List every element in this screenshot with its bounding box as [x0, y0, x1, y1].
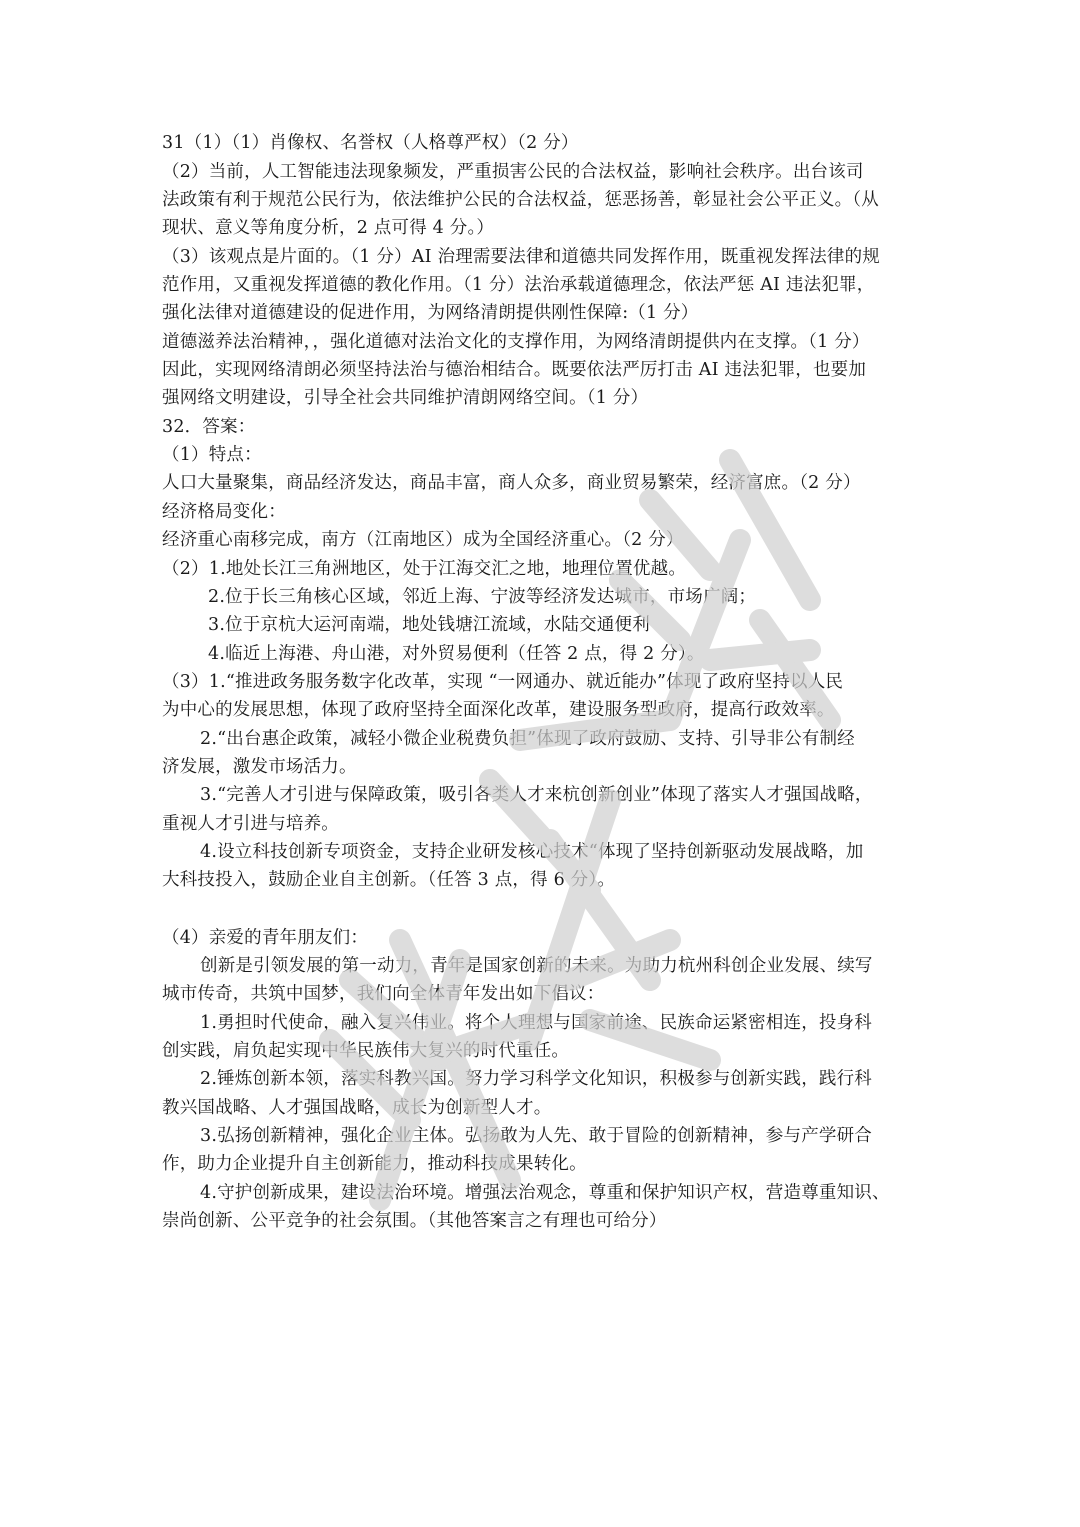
text-line: （3）1.“推进政务服务数字化改革，实现 “一网通办、就近能办”体现了政府坚持以人民 [162, 672, 844, 692]
text-line: 城市传奇，共筑中国梦，我们向全体青年发出如下倡议： [162, 984, 605, 1004]
text-line: 3.“完善人才引进与保障政策，吸引各类人才来杭创新创业”体现了落实人才强国战略， [200, 785, 873, 805]
text-line: （2）1.地处长江三角洲地区，处于江海交汇之地，地理位置优越。 [162, 559, 687, 579]
text-line: 31（1）（1）肖像权、名誉权（人格尊严权）（2 分） [162, 133, 579, 153]
text-line: 重视人才引进与培养。 [162, 814, 339, 834]
text-line: 济发展，激发市场活力。 [162, 757, 357, 777]
text-line: 为中心的发展思想，体现了政府坚持全面深化改革，建设服务型政府，提高行政效率。 [162, 700, 835, 720]
text-line: 强网络文明建设，引导全社会共同维护清朗网络空间。（1 分） [162, 388, 649, 408]
text-line: 4.设立科技创新专项资金，支持企业研发核心技术“体现了坚持创新驱动发展战略，加 [200, 842, 864, 862]
text-line: （1）特点： [162, 445, 262, 465]
text-line: 人口大量聚集，商品经济发达，商品丰富，商人众多，商业贸易繁荣，经济富庶。（2 分） [162, 473, 861, 493]
text-line: （4）亲爱的青年朋友们： [162, 928, 369, 948]
text-line: 法政策有利于规范公民行为，依法维护公民的合法权益，惩恶扬善，彰显社会公平正义。（从 [162, 190, 879, 210]
text-line: 4.守护创新成果，建设法治环境。增强法治观念，尊重和保护知识产权，营造尊重知识、 [200, 1183, 890, 1203]
text-line: 1.勇担时代使命，融入复兴伟业。将个人理想与国家前途、民族命运紧密相连，投身科 [200, 1013, 872, 1033]
text-line: 4.临近上海港、舟山港，对外贸易便利（任答 2 点，得 2 分）。 [208, 644, 705, 664]
text-line: 2.锤炼创新本领，落实科教兴国。努力学习科学文化知识，积极参与创新实践，践行科 [200, 1069, 872, 1089]
text-line: 现状、意义等角度分析，2 点可得 4 分。） [162, 218, 495, 238]
text-line: 创实践，肩负起实现中华民族伟大复兴的时代重任。 [162, 1041, 570, 1061]
text-line: 32．答案： [162, 417, 256, 437]
text-line: 经济重心南移完成，南方（江南地区）成为全国经济重心。（2 分） [162, 530, 684, 550]
text-line: 强化法律对道德建设的促进作用，为网络清朗提供刚性保障:（1 分） [162, 303, 699, 323]
text-line: 因此，实现网络清朗必须坚持法治与德治相结合。既要依法严厉打击 AI 违法犯罪，也要加 [162, 360, 867, 380]
text-line: （2）当前，人工智能违法现象频发，严重损害公民的合法权益，影响社会秩序。出台该司 [162, 162, 864, 182]
text-line: 2.“出台惠企政策，减轻小微企业税费负担”体现了政府鼓励、支持、引导非公有制经 [200, 729, 855, 749]
text-line: （3）该观点是片面的。（1 分）AI 治理需要法律和道德共同发挥作用，既重视发挥法律的规 [162, 247, 880, 267]
text-line: 道德滋养法治精神，，强化道德对法治文化的支撑作用，为网络清朗提供内在支撑。（1 分） [162, 332, 870, 352]
text-line: 教兴国战略、人才强国战略，成长为创新型人才。 [162, 1098, 552, 1118]
text-line: 大科技投入，鼓励企业自主创新。（任答 3 点，得 6 分）。 [162, 870, 616, 890]
text-line: 创新是引领发展的第一动力，青年是国家创新的未来。为助力杭州科创企业发展、续写 [200, 956, 873, 976]
text-line: 崇尚创新、公平竞争的社会氛围。（其他答案言之有理也可给分） [162, 1211, 667, 1231]
text-line: 3.弘扬创新精神，强化企业主体。弘扬敢为人先、敢于冒险的创新精神，参与产学研合 [200, 1126, 872, 1146]
text-line: 经济格局变化： [162, 502, 286, 522]
text-line: 3.位于京杭大运河南端，地处钱塘江流域，水陆交通便利 [208, 615, 650, 635]
text-line: 作，助力企业提升自主创新能力，推动科技成果转化。 [162, 1154, 587, 1174]
text-line: 范作用，又重视发挥道德的教化作用。（1 分）法治承载道德理念，依法严惩 AI 违法犯罪， [162, 275, 875, 295]
text-line: 2.位于长三角核心区域，邻近上海、宁波等经济发达城市，市场广阔； [208, 587, 757, 607]
